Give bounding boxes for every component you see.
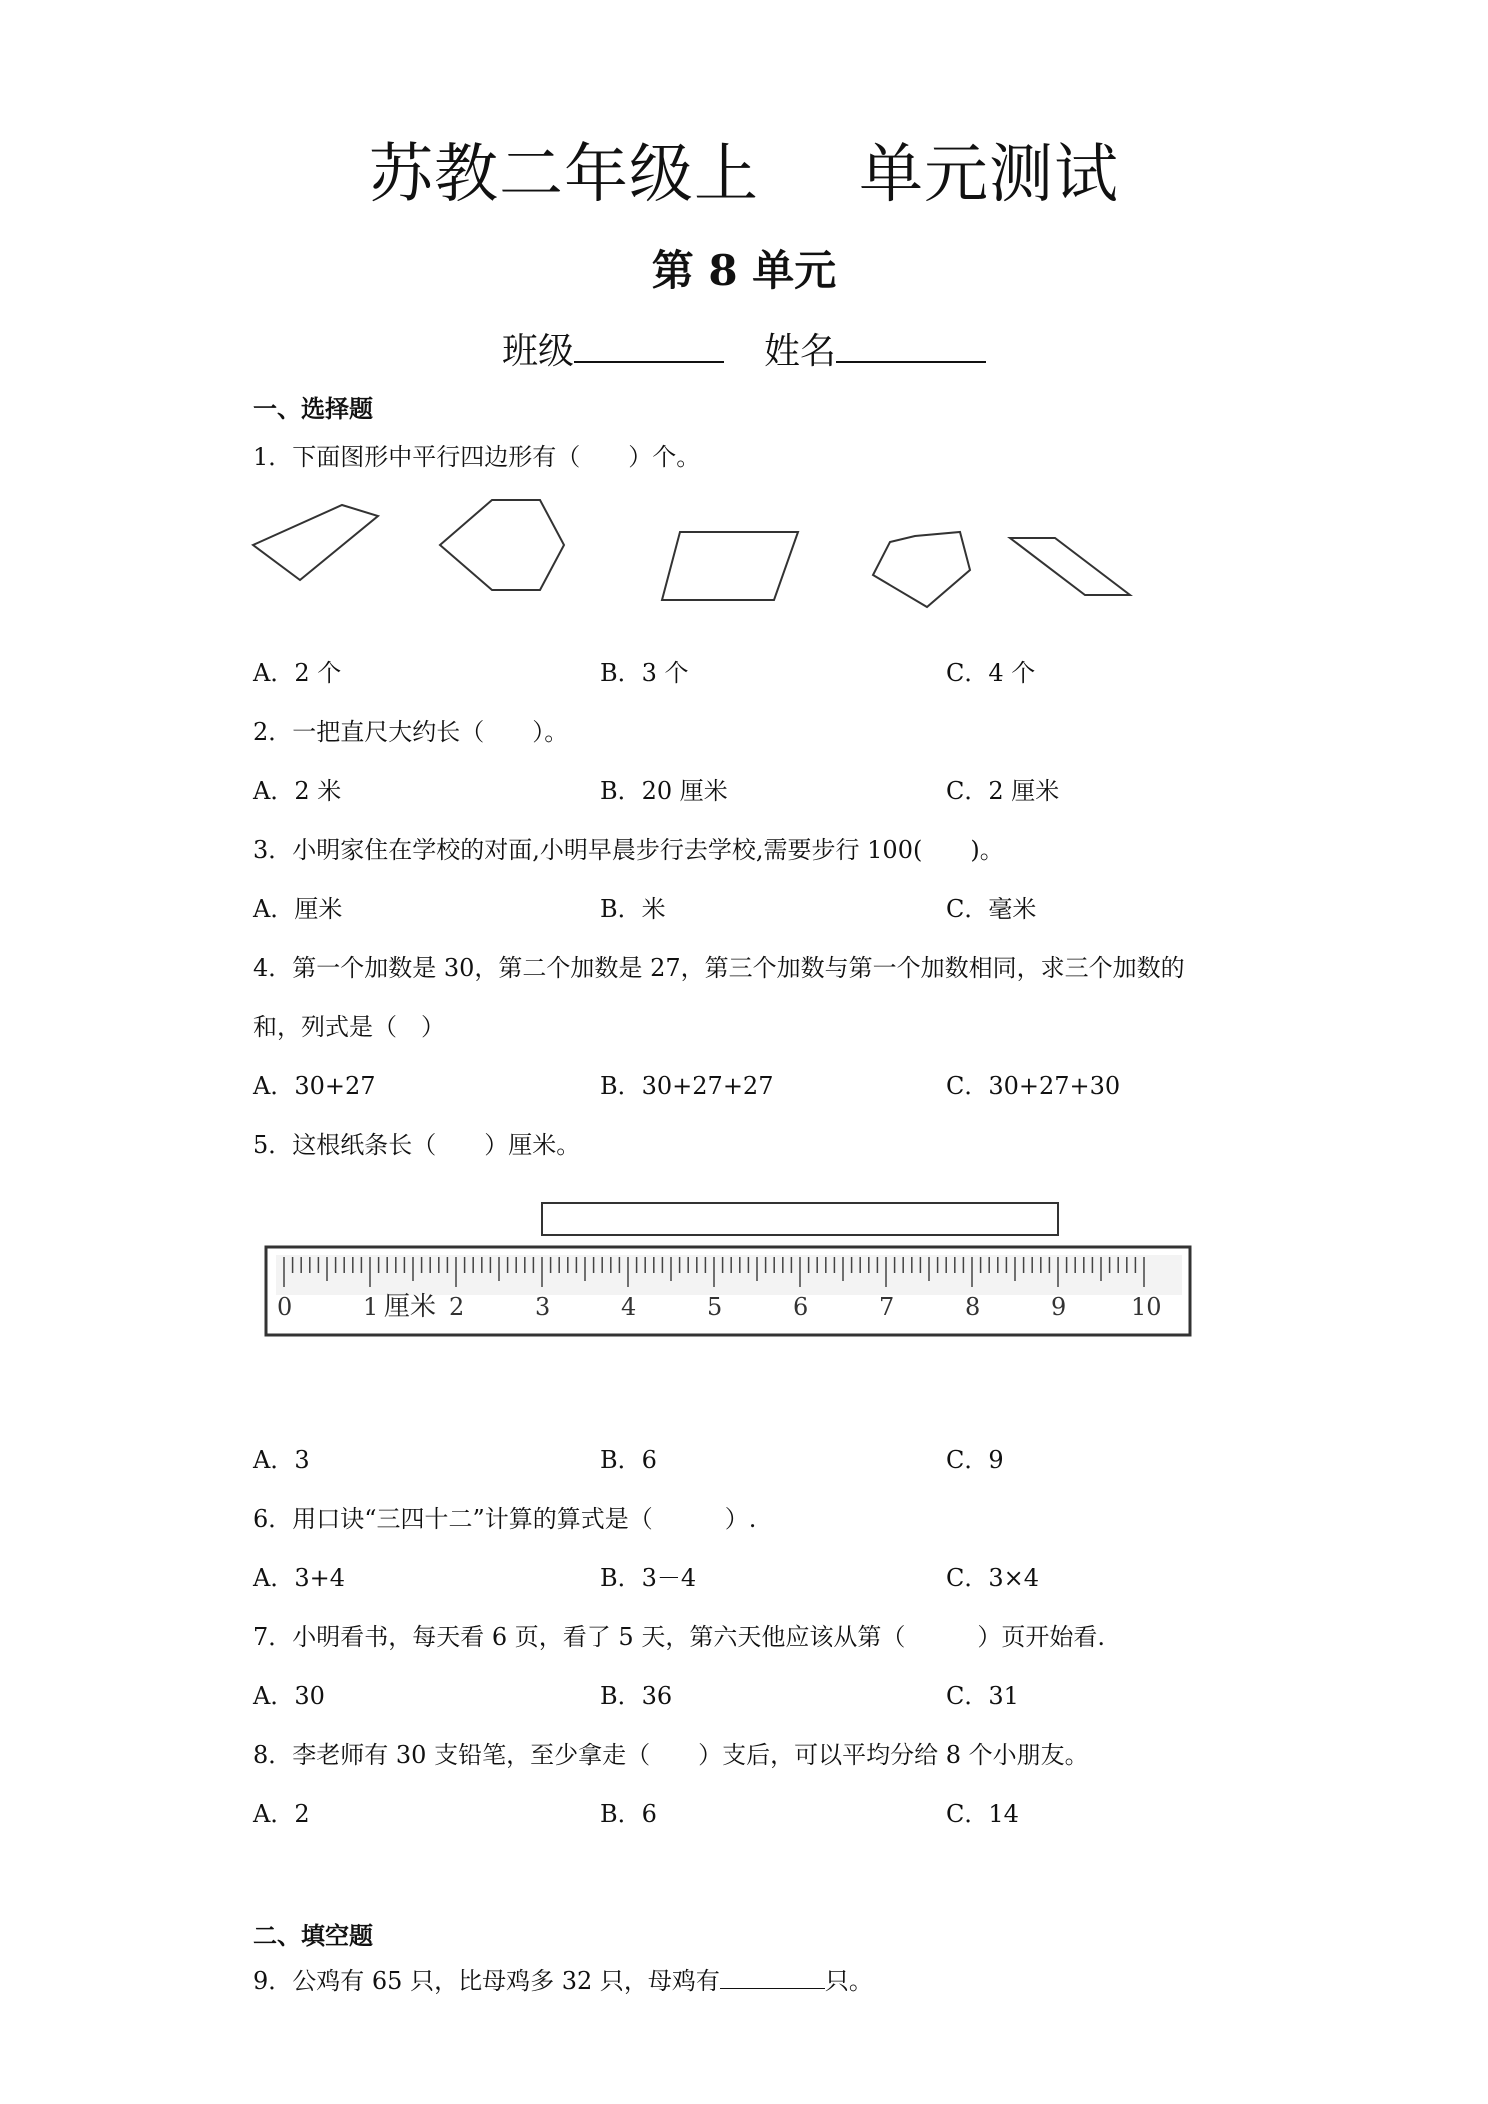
ruler-tick-label: 0 [277, 1293, 293, 1321]
q6-option-a[interactable]: A．3+4 [253, 1564, 345, 1592]
q8-option-c[interactable]: C．14 [946, 1800, 1019, 1828]
q1-option-a[interactable]: A．2 个 [253, 659, 342, 687]
ruler-figure [262, 1195, 1202, 1345]
shapes-figure [250, 490, 1140, 630]
ruler-tick-label: 4 [621, 1293, 637, 1321]
question-3: 3．小明家住在学校的对面,小明早晨步行去学校,需要步行 100( )。 [253, 836, 1004, 864]
ruler-tick-label: 9 [1051, 1293, 1067, 1321]
page-title [0, 135, 1488, 215]
question-9-suffix: 只。 [824, 1967, 873, 1995]
q4-option-b[interactable]: B．30+27+27 [600, 1072, 774, 1100]
q7-option-a[interactable]: A．30 [253, 1682, 325, 1710]
q3-option-b[interactable]: B．米 [600, 895, 666, 923]
q6-option-c[interactable]: C．3×4 [946, 1564, 1040, 1592]
q7-option-c[interactable]: C．31 [946, 1682, 1019, 1710]
question-9 [253, 1964, 873, 1998]
q5-option-c[interactable]: C．9 [946, 1446, 1004, 1474]
pentagon-icon [873, 532, 970, 607]
question-1: 1．下面图形中平行四边形有（ ）个。 [253, 443, 701, 471]
q6-option-b[interactable]: B．3－4 [600, 1564, 697, 1592]
ruler-tick-label: 2 [449, 1293, 465, 1321]
q3-option-a[interactable]: A．厘米 [253, 895, 343, 923]
ruler-tick-label: 3 [535, 1293, 551, 1321]
ruler-tick-label: 8 [965, 1293, 981, 1321]
section-choice: 一、选择题 [253, 395, 373, 423]
question-9-text: 9．公鸡有 65 只，比母鸡多 32 只，母鸡有 [253, 1967, 720, 1995]
ruler-unit-label: 厘米 [384, 1292, 437, 1322]
hexagon-icon [440, 500, 564, 590]
unit-subtitle: 第 8 单元 [651, 246, 837, 295]
question-5: 5．这根纸条长（ ）厘米。 [253, 1131, 581, 1159]
question-4: 4．第一个加数是 30，第二个加数是 27，第三个加数与第一个加数相同，求三个加数的 [253, 954, 1185, 982]
q1-option-b[interactable]: B．3 个 [600, 659, 689, 687]
q5-option-a[interactable]: A．3 [253, 1446, 310, 1474]
title-test: 单元测试 [859, 138, 1119, 212]
q9-answer-blank[interactable] [720, 1966, 825, 1989]
ruler-tick-label: 10 [1131, 1293, 1162, 1321]
class-name-line [0, 325, 1488, 377]
name-label: 姓名 [764, 331, 837, 372]
q2-option-c[interactable]: C．2 厘米 [946, 777, 1060, 805]
q8-option-a[interactable]: A．2 [253, 1800, 310, 1828]
question-7: 7．小明看书，每天看 6 页，看了 5 天，第六天他应该从第（ ）页开始看. [253, 1623, 1105, 1651]
q4-option-c[interactable]: C．30+27+30 [946, 1072, 1121, 1100]
class-blank[interactable] [574, 325, 724, 363]
ruler-inner [276, 1255, 1182, 1295]
q2-option-a[interactable]: A．2 米 [253, 777, 342, 805]
q4-option-a[interactable]: A．30+27 [253, 1072, 376, 1100]
slanted-parallelogram-icon [1010, 538, 1130, 595]
ruler-tick-label: 1 [363, 1293, 379, 1321]
q2-option-b[interactable]: B．20 厘米 [600, 777, 728, 805]
name-blank[interactable] [836, 325, 986, 363]
paper-strip [542, 1203, 1058, 1235]
rhombus-icon [253, 505, 378, 580]
q5-option-b[interactable]: B．6 [600, 1446, 657, 1474]
q1-option-c[interactable]: C．4 个 [946, 659, 1036, 687]
question-2: 2．一把直尺大约长（ ）。 [253, 718, 569, 746]
ruler-tick-label: 6 [793, 1293, 809, 1321]
ruler-tick-label: 5 [707, 1293, 723, 1321]
ruler-tick-label: 7 [879, 1293, 895, 1321]
section-fill-blank: 二、填空题 [253, 1922, 373, 1950]
question-6: 6．用口诀“三四十二”计算的算式是（ ）. [253, 1505, 757, 1533]
parallelogram-icon [662, 532, 798, 600]
q8-option-b[interactable]: B．6 [600, 1800, 657, 1828]
title-grade: 苏教二年级上 [369, 138, 759, 212]
question-4-line2: 和，列式是（ ） [253, 1013, 445, 1041]
class-label: 班级 [501, 331, 574, 372]
question-8: 8．李老师有 30 支铅笔，至少拿走（ ）支后，可以平均分给 8 个小朋友。 [253, 1741, 1089, 1769]
q7-option-b[interactable]: B．36 [600, 1682, 673, 1710]
q3-option-c[interactable]: C．毫米 [946, 895, 1037, 923]
